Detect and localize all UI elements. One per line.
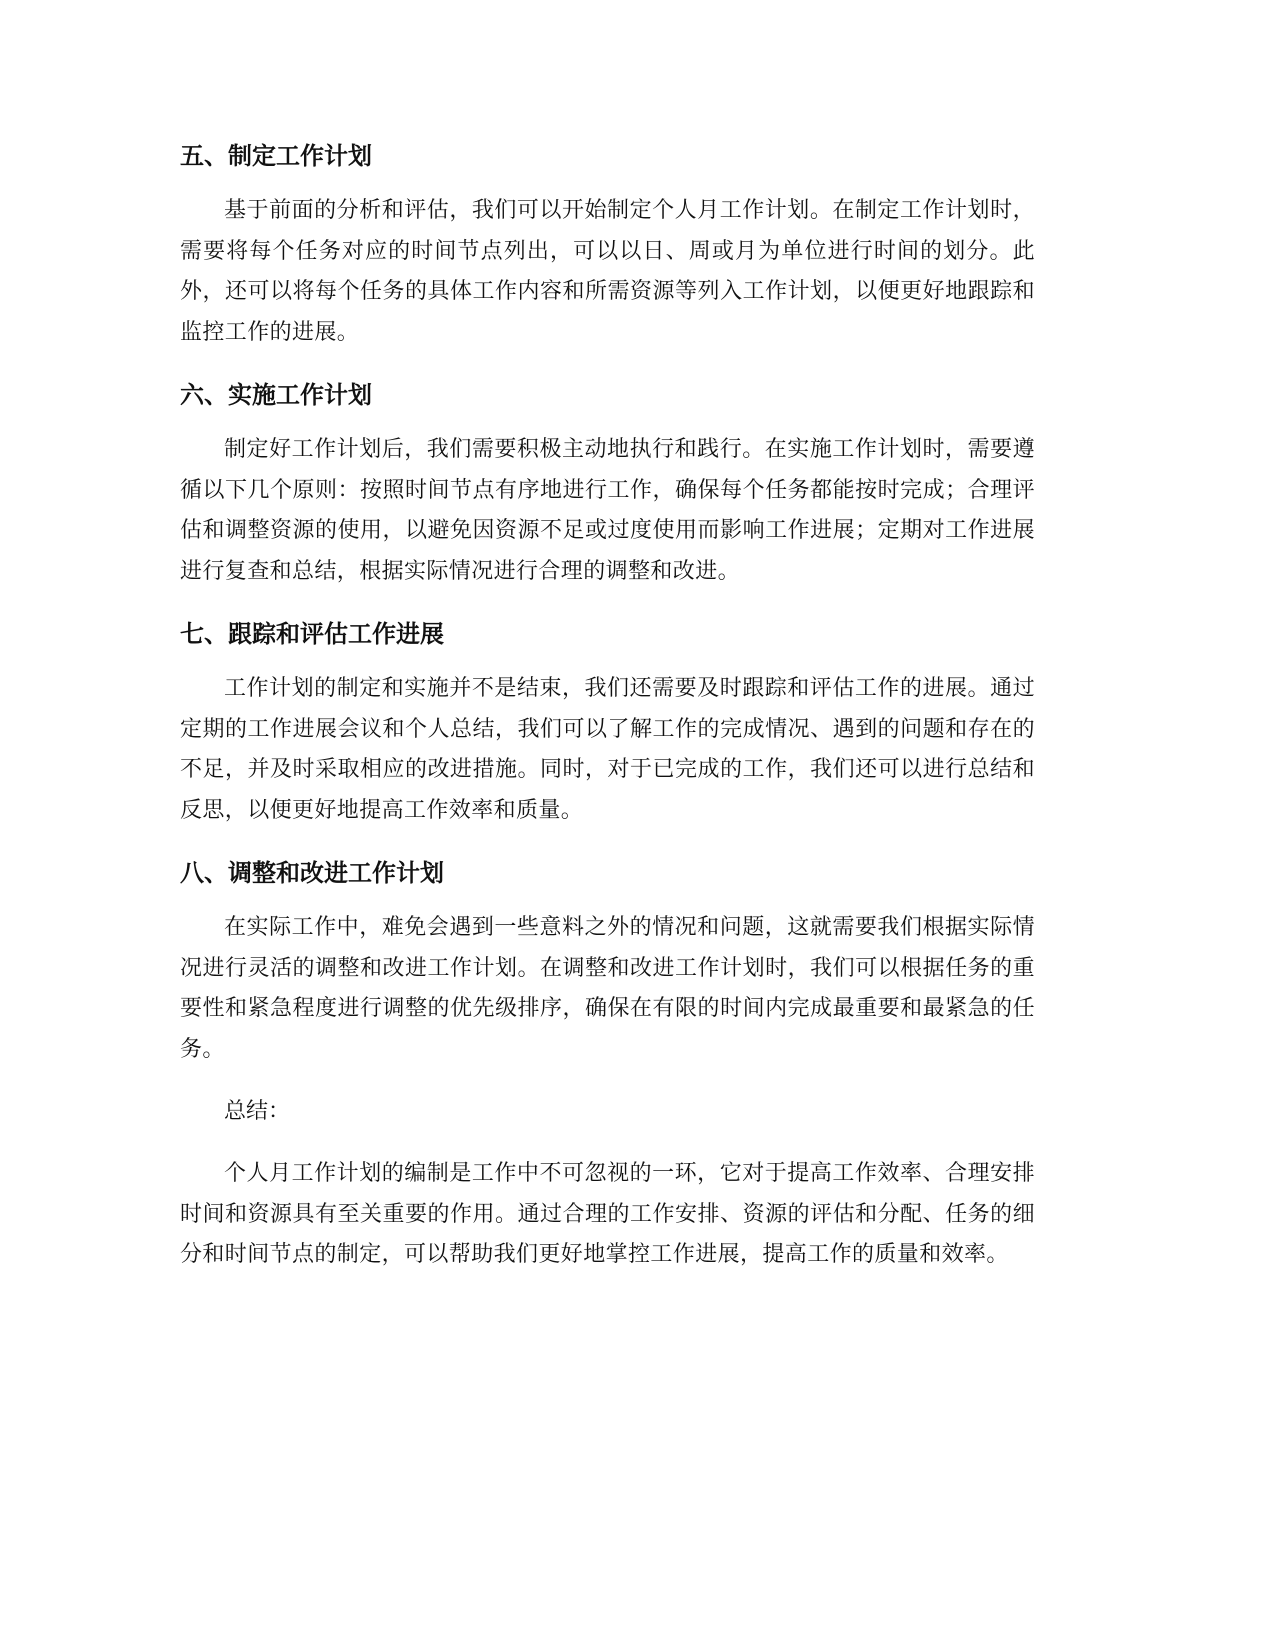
document-page bbox=[180, 136, 1035, 1298]
section-6 bbox=[180, 375, 1035, 592]
section-paragraph: 在实际工作中，难免会遇到一些意料之外的情况和问题，这就需要我们根据实际情况进行灵活的调整和改进工作计划。在调整和改进工作计划时，我们可以根据任务的重要性和紧急程度进行调整的优先级排序，确保在有限的时间内完成最重要和最紧急的任务。 bbox=[180, 915, 1035, 1062]
summary-label: 总结： bbox=[224, 1099, 291, 1124]
section-heading: 七、跟踪和评估工作进展 bbox=[180, 620, 444, 648]
section-paragraph: 制定好工作计划后，我们需要积极主动地执行和践行。在实施工作计划时，需要遵循以下几个原则：按照时间节点有序地进行工作，确保每个任务都能按时完成；合理评估和调整资源的使用，以避免因资源不足或过度使用而影响工作进展；定期对工作进展进行复查和总结，根据实际情况进行合理的调整和改进。 bbox=[180, 437, 1035, 584]
summary-section bbox=[180, 1092, 1035, 1276]
section-heading: 五、制定工作计划 bbox=[180, 142, 372, 170]
section-7 bbox=[180, 614, 1035, 831]
section-heading: 八、调整和改进工作计划 bbox=[180, 859, 444, 887]
summary-paragraph: 个人月工作计划的编制是工作中不可忽视的一环，它对于提高工作效率、合理安排时间和资源具有至关重要的作用。通过合理的工作安排、资源的评估和分配、任务的细分和时间节点的制定，可以帮助我们更好地掌控工作进展，提高工作的质量和效率。 bbox=[180, 1161, 1035, 1267]
section-5 bbox=[180, 136, 1035, 353]
section-paragraph: 基于前面的分析和评估，我们可以开始制定个人月工作计划。在制定工作计划时，需要将每个任务对应的时间节点列出，可以以日、周或月为单位进行时间的划分。此外，还可以将每个任务的具体工作内容和所需资源等列入工作计划，以便更好地跟踪和监控工作的进展。 bbox=[180, 198, 1035, 345]
section-8 bbox=[180, 853, 1035, 1070]
section-heading: 六、实施工作计划 bbox=[180, 381, 372, 409]
section-paragraph: 工作计划的制定和实施并不是结束，我们还需要及时跟踪和评估工作的进展。通过定期的工作进展会议和个人总结，我们可以了解工作的完成情况、遇到的问题和存在的不足，并及时采取相应的改进措施。同时，对于已完成的工作，我们还可以进行总结和反思，以便更好地提高工作效率和质量。 bbox=[180, 676, 1035, 823]
